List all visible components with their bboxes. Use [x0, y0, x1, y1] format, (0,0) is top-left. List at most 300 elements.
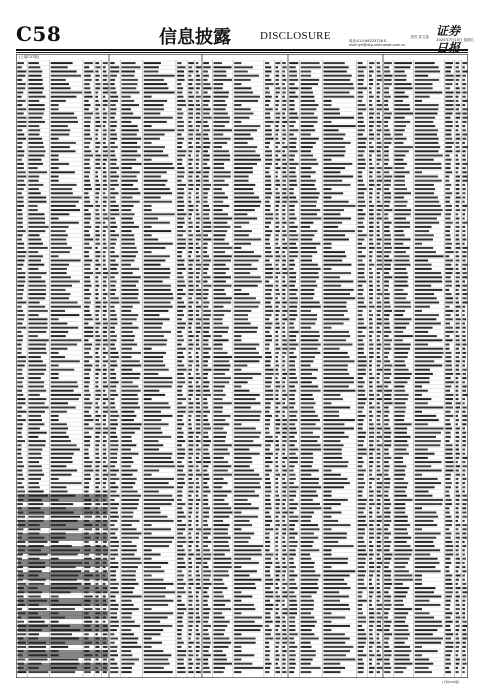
cell-text-mark [456, 268, 459, 270]
cell-text-mark [234, 125, 260, 127]
cell-text-mark [369, 377, 374, 379]
cell-text-mark [110, 558, 115, 560]
cell-text-mark [234, 285, 258, 287]
cell-text-mark [282, 449, 285, 451]
cell-text-mark [377, 327, 380, 329]
cell-text-mark [369, 608, 374, 610]
cell-text-mark [196, 600, 199, 602]
cell-text-mark [144, 528, 171, 530]
cell-text-mark [188, 184, 193, 186]
cell-text-mark [51, 398, 79, 400]
cell-text-mark [394, 331, 403, 333]
cell-text-mark [213, 436, 226, 438]
cell-text-mark [369, 230, 373, 232]
cell-text-mark [103, 461, 106, 463]
cell-text-mark [103, 360, 108, 362]
cell-text-mark [456, 134, 460, 136]
cell-text-mark [203, 617, 209, 619]
cell-text-mark [203, 407, 208, 409]
cell-text-mark [28, 671, 48, 673]
cell-text-mark [377, 541, 382, 543]
cell-text-mark [95, 323, 100, 325]
cell-text-mark [188, 293, 193, 295]
cell-text-mark [456, 188, 460, 190]
cell-text-mark [28, 302, 39, 304]
cell-text-mark [415, 440, 441, 442]
cell-text-mark [369, 138, 374, 140]
cell-text-mark [51, 432, 67, 434]
cell-text-mark [377, 142, 382, 144]
cell-text-mark [275, 474, 280, 476]
cell-text-mark [456, 302, 459, 304]
cell-text-mark [84, 96, 92, 98]
cell-text-mark [289, 419, 297, 421]
cell-text-mark [95, 411, 98, 413]
cell-text-mark [301, 478, 319, 480]
cell-text-mark [144, 369, 169, 371]
cell-text-mark [110, 146, 118, 148]
cell-text-mark [289, 394, 295, 396]
cell-text-mark [265, 457, 271, 459]
cell-text-mark [28, 75, 41, 77]
cell-text-mark [301, 449, 322, 451]
cell-text-mark [234, 150, 255, 152]
cell-text-mark [377, 134, 380, 136]
cell-text-mark [188, 176, 192, 178]
cell-text-mark [456, 444, 459, 446]
cell-text-mark [188, 659, 191, 661]
cell-text-mark [110, 411, 118, 413]
cell-text-mark [456, 449, 459, 451]
cell-text-mark [384, 558, 391, 560]
cell-text-mark [121, 365, 141, 367]
cell-text-mark [323, 113, 340, 115]
cell-text-mark [384, 331, 391, 333]
cell-text-mark [121, 524, 131, 526]
cell-text-mark [369, 100, 372, 102]
cell-text-mark [456, 566, 460, 568]
cell-text-mark [394, 134, 402, 136]
cell-text-mark [445, 482, 452, 484]
cell-text-mark [121, 419, 134, 421]
cell-text-mark [28, 180, 38, 182]
cell-text-mark [177, 528, 185, 530]
cell-text-mark [203, 281, 207, 283]
cell-text-mark [282, 323, 285, 325]
cell-text-mark [301, 71, 312, 73]
cell-text-mark [203, 390, 210, 392]
cell-text-mark [358, 465, 363, 467]
cell-text-mark [358, 352, 364, 354]
cell-text-mark [369, 318, 372, 320]
cell-text-mark [415, 297, 437, 299]
cell-text-mark [358, 608, 362, 610]
cell-text-mark [28, 71, 42, 73]
cell-text-mark [456, 171, 459, 173]
cell-text-mark [301, 440, 318, 442]
cell-text-mark [17, 75, 25, 77]
cell-text-mark [415, 453, 435, 455]
cell-text-mark [51, 167, 59, 169]
cell-text-mark [301, 654, 316, 656]
cell-text-mark [323, 176, 353, 178]
cell-text-mark [103, 243, 107, 245]
cell-text-mark [265, 83, 274, 85]
cell-text-mark [188, 486, 192, 488]
cell-text-mark [358, 335, 366, 337]
cell-text-mark [121, 617, 131, 619]
cell-text-mark [282, 264, 285, 266]
cell-text-mark [323, 142, 350, 144]
cell-text-mark [282, 579, 285, 581]
cell-text-mark [358, 579, 364, 581]
cell-text-mark [188, 104, 194, 106]
cell-text-mark [282, 575, 285, 577]
cell-text-mark [301, 192, 320, 194]
cell-text-mark [110, 507, 117, 509]
cell-text-mark [369, 134, 374, 136]
cell-text-mark [394, 264, 410, 266]
cell-text-mark [275, 167, 280, 169]
cell-text-mark [144, 176, 161, 178]
cell-text-mark [415, 432, 441, 434]
cell-text-mark [51, 394, 81, 396]
cell-text-mark [213, 524, 229, 526]
cell-text-mark [289, 222, 294, 224]
cell-text-mark [456, 432, 459, 434]
cell-text-mark [121, 642, 137, 644]
cell-text-mark [275, 478, 278, 480]
cell-text-mark [17, 264, 23, 266]
cell-text-mark [289, 612, 297, 614]
cell-text-mark [196, 339, 200, 341]
cell-text-mark [234, 184, 255, 186]
cell-text-mark [234, 272, 250, 274]
cell-text-mark [282, 192, 286, 194]
cell-text-mark [203, 453, 209, 455]
cell-text-mark [177, 482, 185, 484]
cell-text-mark [144, 566, 161, 568]
cell-text-mark [358, 62, 363, 64]
cell-text-mark [358, 318, 364, 320]
cell-text-mark [282, 327, 285, 329]
cell-text-mark [289, 474, 295, 476]
cell-text-mark [384, 411, 389, 413]
cell-text-mark [384, 87, 389, 89]
cell-text-mark [358, 150, 365, 152]
cell-text-mark [28, 327, 47, 329]
cell-text-mark [213, 650, 222, 652]
cell-text-mark [377, 79, 382, 81]
cell-text-mark [275, 234, 278, 236]
cell-text-mark [289, 87, 298, 89]
cell-text-mark [415, 159, 434, 161]
cell-text-mark [369, 621, 374, 623]
cell-text-mark [462, 66, 464, 68]
cell-text-mark [51, 621, 59, 623]
cell-text-mark [323, 260, 342, 262]
cell-text-mark [177, 327, 185, 329]
cell-text-mark [394, 83, 411, 85]
cell-text-mark [415, 264, 432, 266]
cell-text-mark [377, 633, 380, 635]
cell-text-mark [213, 642, 231, 644]
cell-text-mark [144, 390, 160, 392]
cell-text-mark [234, 83, 241, 85]
cell-text-mark [301, 646, 312, 648]
cell-text-mark [28, 331, 46, 333]
cell-text-mark [445, 503, 452, 505]
cell-text-mark [196, 499, 200, 501]
cell-text-mark [103, 381, 107, 383]
cell-text-mark [103, 180, 107, 182]
cell-text-mark [234, 545, 263, 547]
cell-text-mark [445, 360, 451, 362]
cell-text-mark [144, 600, 174, 602]
cell-text-mark [17, 449, 21, 451]
cell-text-mark [456, 117, 461, 119]
cell-text-mark [415, 495, 433, 497]
cell-text-mark [144, 285, 171, 287]
cell-text-mark [234, 339, 241, 341]
cell-text-mark [95, 633, 98, 635]
cell-text-mark [289, 587, 297, 589]
cell-text-mark [275, 545, 277, 547]
cell-text-mark [384, 218, 388, 220]
cell-text-mark [369, 176, 372, 178]
cell-text-mark [203, 108, 211, 110]
cell-text-mark [301, 352, 321, 354]
cell-text-mark [84, 75, 91, 77]
cell-text-mark [282, 197, 287, 199]
cell-text-mark [144, 499, 174, 501]
cell-text-mark [358, 617, 366, 619]
cell-text-mark [17, 96, 21, 98]
cell-text-mark [358, 633, 366, 635]
cell-text-mark [265, 415, 272, 417]
cell-text-mark [121, 167, 132, 169]
cell-text-mark [415, 209, 443, 211]
cell-text-mark [28, 528, 40, 530]
cell-text-mark [275, 209, 278, 211]
cell-text-mark [110, 83, 114, 85]
cell-text-mark [301, 474, 312, 476]
cell-text-mark [289, 243, 296, 245]
cell-text-mark [103, 583, 106, 585]
cell-text-mark [103, 419, 106, 421]
cell-text-mark [188, 671, 193, 673]
cell-text-mark [177, 360, 182, 362]
cell-text-mark [275, 646, 278, 648]
cell-text-mark [196, 180, 201, 182]
cell-text-mark [84, 381, 89, 383]
cell-text-mark [358, 432, 366, 434]
cell-text-mark [275, 108, 278, 110]
cell-text-mark [415, 146, 441, 148]
cell-text-mark [445, 306, 449, 308]
cell-text-mark [177, 415, 183, 417]
cell-text-mark [323, 213, 340, 215]
cell-text-mark [456, 545, 459, 547]
cell-text-mark [289, 188, 294, 190]
cell-text-mark [196, 163, 199, 165]
cell-text-mark [377, 453, 381, 455]
cell-text-mark [415, 411, 422, 413]
cell-text-mark [358, 478, 364, 480]
cell-text-mark [462, 87, 465, 89]
cell-text-mark [51, 516, 80, 518]
cell-text-mark [445, 247, 451, 249]
cell-text-mark [121, 335, 135, 337]
cell-text-mark [265, 188, 271, 190]
cell-text-mark [377, 281, 380, 283]
cell-text-mark [282, 159, 286, 161]
cell-text-mark [234, 373, 261, 375]
cell-text-mark [213, 457, 223, 459]
cell-text-mark [358, 470, 366, 472]
cell-text-mark [103, 621, 106, 623]
cell-text-mark [377, 583, 380, 585]
cell-text-mark [323, 167, 345, 169]
cell-text-mark [358, 176, 363, 178]
cell-text-mark [445, 71, 450, 73]
cell-text-mark [121, 113, 133, 115]
cell-text-mark [234, 188, 253, 190]
cell-text-mark [144, 541, 172, 543]
cell-text-mark [144, 663, 170, 665]
cell-text-mark [110, 646, 117, 648]
cell-text-mark [84, 247, 92, 249]
cell-text-mark [17, 155, 24, 157]
cell-text-mark [384, 66, 389, 68]
cell-text-mark [384, 62, 392, 64]
cell-text-mark [462, 507, 466, 509]
cell-text-mark [456, 478, 459, 480]
cell-text-mark [369, 440, 374, 442]
cell-text-mark [121, 117, 140, 119]
cell-text-mark [121, 608, 138, 610]
cell-text-mark [177, 176, 184, 178]
cell-text-mark [28, 62, 39, 64]
cell-text-mark [144, 323, 163, 325]
cell-text-mark [275, 205, 279, 207]
cell-text-mark [445, 184, 451, 186]
cell-text-mark [51, 344, 77, 346]
cell-text-mark [369, 398, 374, 400]
cell-text-mark [394, 503, 405, 505]
cell-text-mark [369, 667, 375, 669]
cell-text-mark [121, 264, 131, 266]
cell-text-mark [144, 188, 170, 190]
cell-text-mark [51, 192, 73, 194]
cell-text-mark [51, 465, 67, 467]
cell-text-mark [456, 71, 460, 73]
cell-text-mark [95, 188, 100, 190]
cell-text-mark [28, 440, 45, 442]
cell-text-mark [121, 394, 137, 396]
cell-text-mark [144, 587, 166, 589]
cell-text-mark [275, 314, 278, 316]
cell-text-mark [95, 75, 99, 77]
cell-text-mark [265, 239, 269, 241]
cell-text-mark [462, 486, 465, 488]
cell-text-mark [369, 255, 372, 257]
cell-text-mark [213, 591, 222, 593]
cell-text-mark [275, 339, 278, 341]
cell-text-mark [369, 104, 372, 106]
cell-text-mark [369, 596, 372, 598]
cell-text-mark [144, 239, 158, 241]
cell-text-mark [28, 138, 42, 140]
cell-text-mark [275, 524, 280, 526]
cell-text-mark [289, 633, 298, 635]
cell-text-mark [177, 432, 183, 434]
cell-text-mark [265, 520, 272, 522]
cell-text-mark [17, 318, 24, 320]
cell-text-mark [323, 545, 353, 547]
cell-text-mark [203, 302, 209, 304]
cell-text-mark [110, 663, 117, 665]
cell-text-mark [177, 486, 183, 488]
cell-text-mark [144, 537, 174, 539]
cell-text-mark [301, 331, 320, 333]
cell-text-mark [144, 402, 169, 404]
cell-text-mark [456, 142, 460, 144]
cell-text-mark [282, 457, 287, 459]
cell-text-mark [445, 104, 453, 106]
cell-text-mark [282, 125, 285, 127]
cell-text-mark [177, 226, 183, 228]
cell-text-mark [17, 407, 22, 409]
cell-text-mark [95, 541, 98, 543]
cell-text-mark [369, 327, 372, 329]
cell-text-mark [384, 373, 391, 375]
cell-text-mark [456, 524, 461, 526]
cell-text-mark [121, 339, 134, 341]
cell-text-mark [275, 104, 278, 106]
cell-text-mark [110, 512, 118, 514]
cell-text-mark [213, 432, 226, 434]
cell-text-mark [203, 419, 208, 421]
cell-text-mark [369, 159, 372, 161]
cell-text-mark [234, 419, 260, 421]
cell-text-mark [282, 604, 284, 606]
cell-text-mark [196, 575, 200, 577]
cell-text-mark [103, 528, 108, 530]
cell-text-mark [445, 549, 453, 551]
cell-text-mark [84, 314, 91, 316]
cell-text-mark [110, 192, 118, 194]
cell-text-mark [265, 125, 271, 127]
cell-text-mark [282, 566, 286, 568]
cell-text-mark [103, 398, 108, 400]
cell-text-mark [110, 386, 116, 388]
cell-text-mark [369, 83, 373, 85]
cell-text-mark [144, 461, 174, 463]
cell-text-mark [445, 579, 451, 581]
cell-text-mark [394, 205, 406, 207]
cell-text-mark [462, 306, 465, 308]
cell-text-mark [275, 356, 278, 358]
cell-text-mark [95, 482, 100, 484]
cell-text-mark [265, 360, 271, 362]
cell-text-mark [456, 398, 459, 400]
cell-text-mark [203, 87, 212, 89]
cell-text-mark [17, 314, 24, 316]
cell-text-mark [377, 83, 380, 85]
cell-text-mark [282, 108, 286, 110]
cell-text-mark [275, 83, 279, 85]
